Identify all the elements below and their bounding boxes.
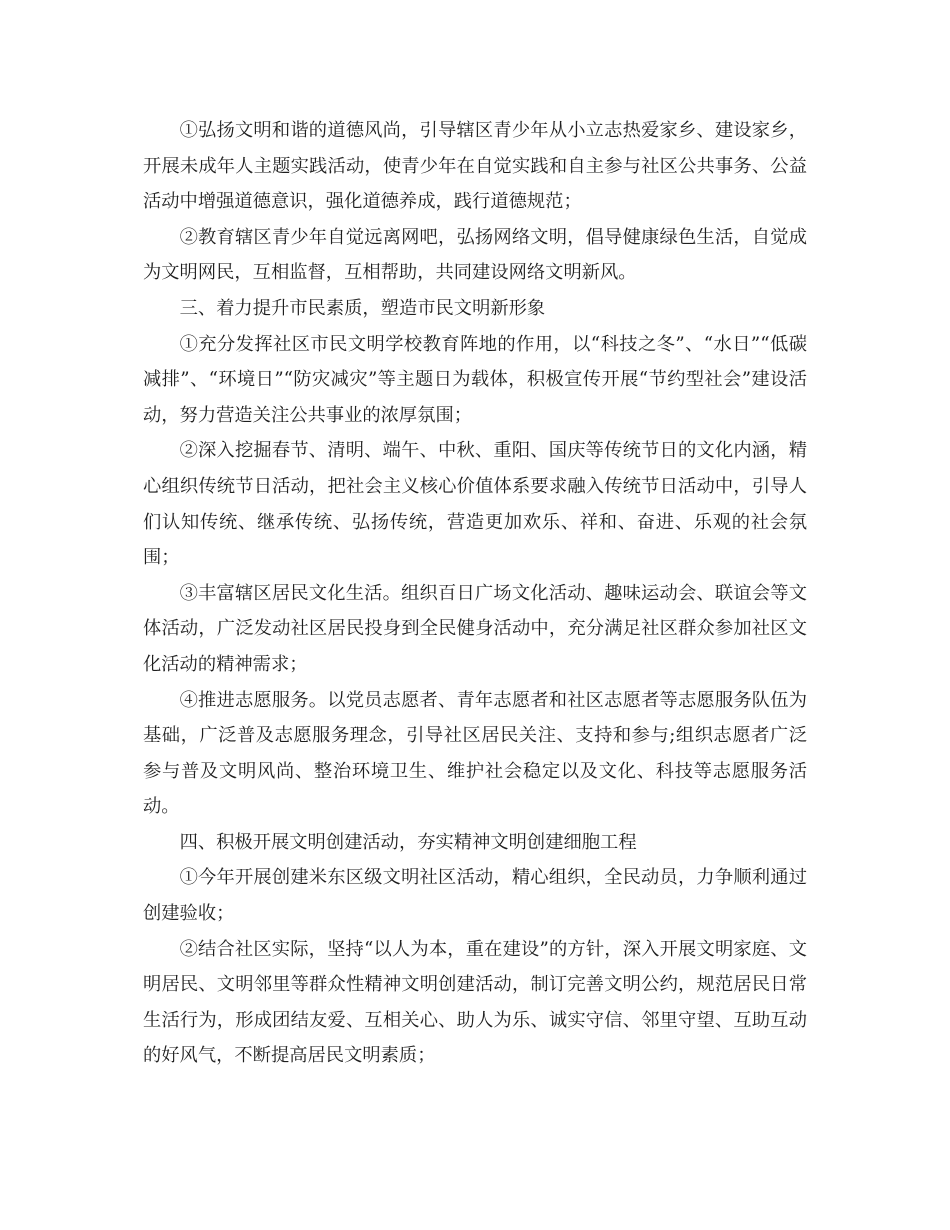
paragraph-9: ①今年开展创建米东区级文明社区活动，精心组织，全民动员，力争顺利通过创建验收； <box>143 867 807 925</box>
paragraph-5: ②深入挖掘春节、清明、端午、中秋、重阳、国庆等传统节日的文化内涵，精心组织传统节日活动，把社会主义核心价值体系要求融入传统节日活动中，引导人们认知传统、继承传统、弘扬传统，营造更加欢乐、祥和、奋进、乐观的社会氛围； <box>143 440 807 569</box>
section-heading-3: 三、着力提升市民素质，塑造市民文明新形象 <box>179 297 546 319</box>
section-heading-8: 四、积极开展文明创建活动，夯实精神文明创建细胞工程 <box>179 831 637 853</box>
paragraph-10: ②结合社区实际，坚持“以人为本，重在建设”的方针，深入开展文明家庭、文明居民、文明邻里等群众性精神文明创建活动，制订完善文明公约，规范居民日常生活行为，形成团结友爱、互相关心、助人为乐、诚实守信、邻里守望、互助互动的好风气，不断提高居民文明素质； <box>143 938 807 1067</box>
paragraph-7: ④推进志愿服务。以党员志愿者、青年志愿者和社区志愿者等志愿服务队伍为基础，广泛普及志愿服务理念，引导社区居民关注、支持和参与;组织志愿者广泛参与普及文明风尚、整治环境卫生、维护社会稳定以及文化、科技等志愿服务活动。 <box>143 689 807 818</box>
document-page <box>143 113 807 1074</box>
paragraph-1: ①弘扬文明和谐的道德风尚，引导辖区青少年从小立志热爱家乡、建设家乡，开展未成年人主题实践活动，使青少年在自觉实践和自主参与社区公共事务、公益活动中增强道德意识，强化道德养成，践行道德规范； <box>143 120 807 213</box>
paragraph-6: ③丰富辖区居民文化生活。组织百日广场文化活动、趣味运动会、联谊会等文体活动，广泛发动社区居民投身到全民健身活动中，充分满足社区群众参加社区文化活动的精神需求； <box>143 582 807 675</box>
paragraph-2: ②教育辖区青少年自觉远离网吧，弘扬网络文明，倡导健康绿色生活，自觉成为文明网民，互相监督，互相帮助，共同建设网络文明新风。 <box>143 226 807 284</box>
paragraph-4: ①充分发挥社区市民文明学校教育阵地的作用，以“科技之冬”、“水日”“低碳减排”、“环境日”“防灾减灾”等主题日为载体，积极宣传开展“节约型社会”建设活动，努力营造关注公共事业的浓厚氛围； <box>143 333 807 426</box>
